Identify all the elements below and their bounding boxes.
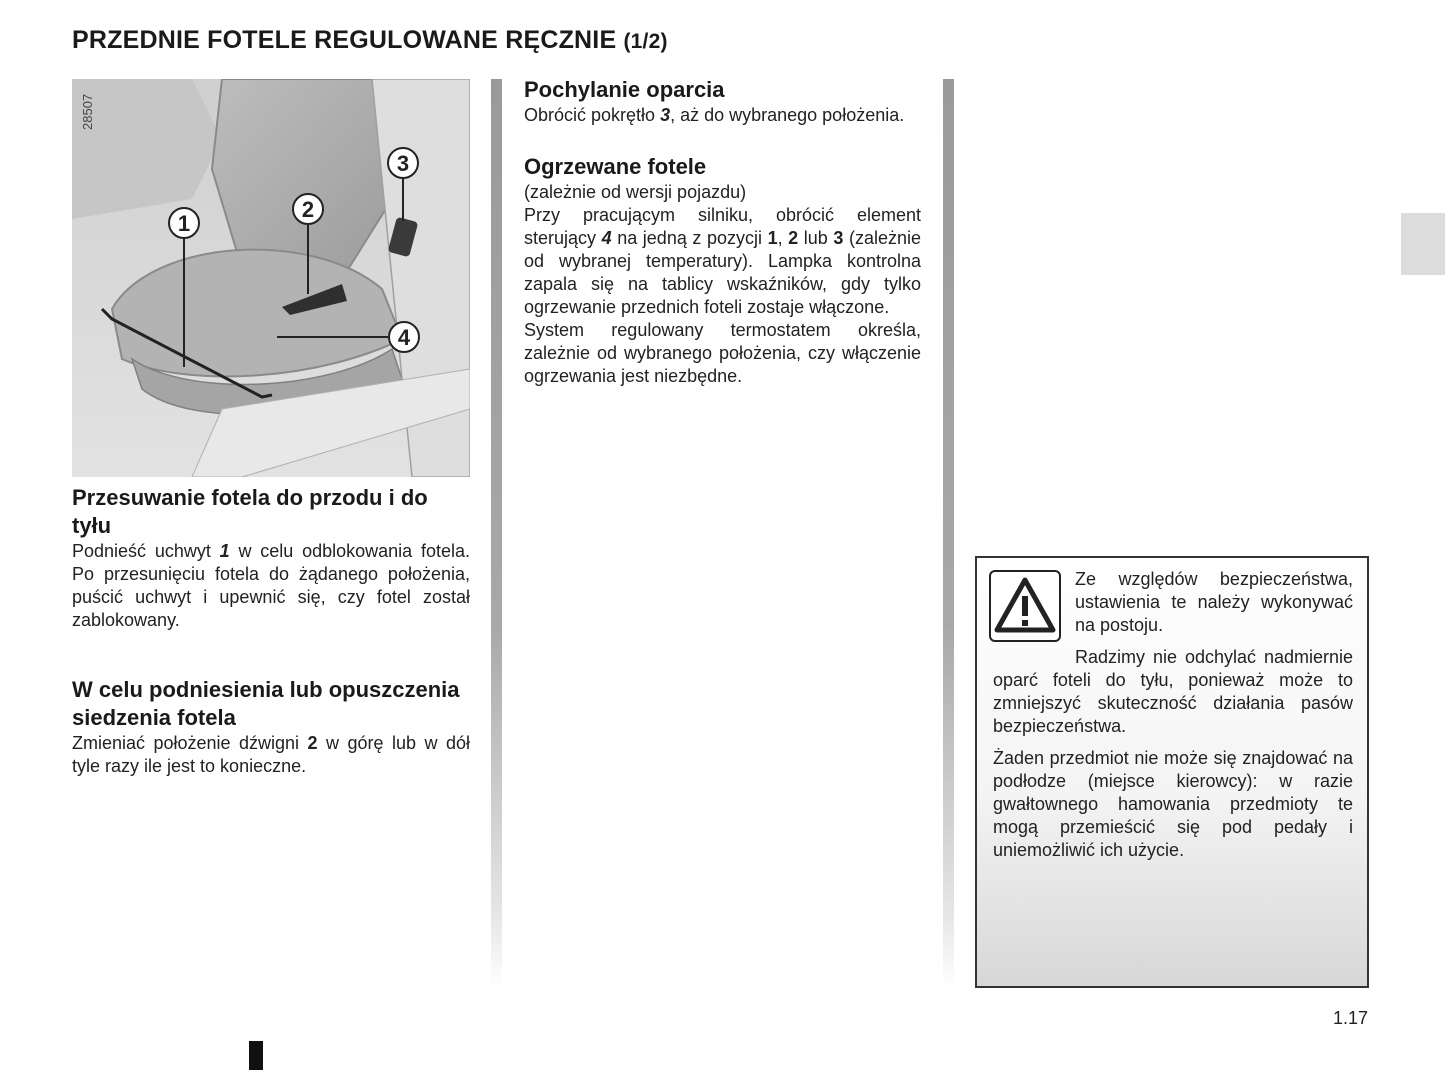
figure-code: 28507: [80, 93, 95, 130]
version-note: (zależnie od wersji pojazdu): [524, 182, 747, 202]
section-heading: W celu podniesienia lub opuszczenia siedzenia fotela: [72, 677, 460, 730]
callout-2-label: 2: [301, 197, 315, 222]
page-marker: [249, 1041, 263, 1070]
warning-box: [975, 556, 1369, 988]
warning-paragraph: Ze względów bezpieczeństwa, ustawienia te należy wykonywać na postoju.: [1075, 569, 1353, 635]
section-body: Obrócić pokrętło 3, aż do wybranego położenia.: [524, 105, 905, 125]
page-title-suffix: (1/2): [623, 30, 668, 53]
section-body-2: System regulowany termostatem określa, zależnie od wybranego położenia, czy włączenie ogrzewania jest niezbędne.: [524, 320, 921, 386]
page-number: 1.17: [1333, 1008, 1369, 1028]
warning-paragraph: Radzimy nie odchylać nadmiernie oparć foteli do tyłu, ponieważ może to zmniejszyć skuteczność działania pasów bezpieczeństwa.: [993, 647, 1353, 736]
middle-column: [524, 76, 921, 412]
section-height: [72, 676, 470, 778]
column-divider-left: [491, 79, 502, 989]
seat-drawing: [72, 79, 470, 477]
section-body: Podnieść uchwyt 1 w celu odblokowania fotela. Po przesunięciu fotela do żądanego położenia, puścić uchwyt i upewnić się, czy fotel został zablokowany.: [72, 541, 471, 630]
callout-4-label: 4: [397, 325, 411, 350]
callout-3-label: 3: [396, 151, 410, 176]
section-slide: [72, 484, 470, 632]
section-body: Zmieniać położenie dźwigni 2 w górę lub w dół tyle razy ile jest to konieczne.: [72, 733, 470, 776]
section-heading: Przesuwanie fotela do przodu i do tyłu: [72, 485, 428, 538]
callout-1: [169, 208, 199, 238]
callout-2: [293, 194, 323, 224]
left-column: [72, 484, 470, 802]
callout-1-label: 1: [177, 211, 191, 236]
callout-3: [388, 148, 418, 178]
section-recline: [524, 76, 921, 127]
warning-paragraph: Żaden przedmiot nie może się znajdować na podłodze (miejsce kierowcy): w razie gwałtownego hamowania przedmioty te mogą przemieścić się pod pedały i uniemożliwić ich użycie.: [993, 748, 1353, 860]
chapter-tab: [1401, 213, 1445, 275]
section-heated: [524, 153, 921, 388]
seat-illustration: [72, 79, 470, 477]
section-heading: Pochylanie oparcia: [524, 77, 725, 102]
column-divider-right: [943, 79, 954, 989]
section-body: Przy pracującym silniku, obrócić element sterujący 4 na jedną z pozycji 1, 2 lub 3 (zależnie od wybranej temperatury). Lampka kontrolna zapala się na tablicy wskaźników, gdy tylko ogrzewanie przednich foteli zostaje włączone.: [524, 205, 921, 317]
page-title-text: PRZEDNIE FOTELE REGULOWANE RĘCZNIE: [72, 26, 617, 54]
callout-4: [389, 322, 419, 352]
page-title: [72, 26, 668, 55]
warning-text: [993, 568, 1353, 871]
section-heading: Ogrzewane fotele: [524, 154, 707, 179]
